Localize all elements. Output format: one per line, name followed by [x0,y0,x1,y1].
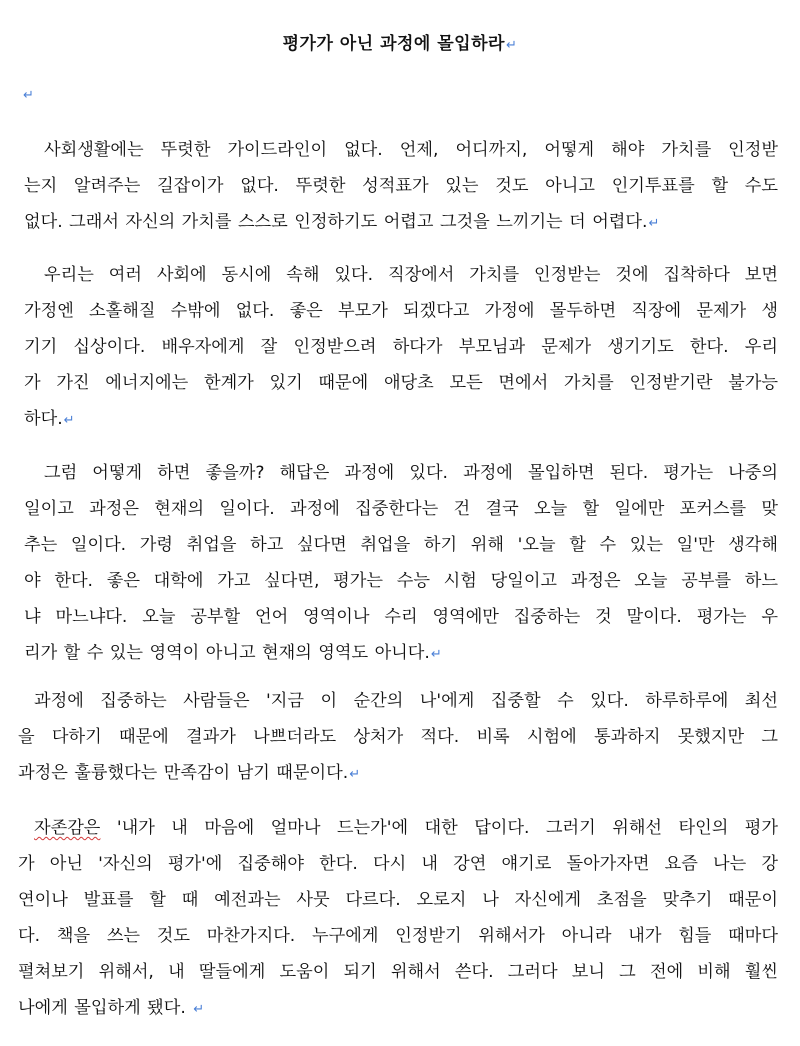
text-line: 추는 일이다. 가령 취업을 하고 싶다면 취업을 하기 위해 '오늘 할 수 있는 일'만 생각해 [24,535,778,555]
empty-paragraph [22,84,34,106]
paragraph-mark-icon: ↵ [349,767,361,782]
paragraph-mark-icon: ↵ [23,88,34,103]
line-text: 나에게 몰입하게 됐다. [18,998,193,1018]
line-text: 없다. 그래서 자신의 가치를 스스로 인정하기도 어렵고 그것을 느끼기는 더 어렵다. [24,212,648,232]
text-line: 는지 알려주는 길잡이가 없다. 뚜렷한 성적표가 있는 것도 아니고 인기투표를 할 수도 [24,176,778,196]
text-line: 우리는 여러 사회에 동시에 속해 있다. 직장에서 가치를 인정받는 것에 집착하다 보면 [44,265,778,285]
text-line: 그럼 어떻게 하면 좋을까? 해답은 과정에 있다. 과정에 몰입하면 된다. 평가는 나중의 [44,463,778,483]
text-line: 과정에 집중하는 사람들은 '지금 이 순간의 나'에게 집중할 수 있다. 하루하루에 최선 [34,691,778,711]
paragraph-4 [18,683,778,791]
text-line: 가 아닌 '자신의 평가'에 집중해야 한다. 다시 내 강연 얘기로 돌아가자면 요즘 나는 강 [18,854,778,874]
paragraph-mark-icon: ↵ [63,413,75,428]
document-title [0,30,800,60]
paragraph-mark-icon: ↵ [648,216,660,231]
text-line: 을 다하기 때문에 결과가 나쁘더라도 상처가 적다. 비록 시험에 통과하지 못했지만 그 [18,727,778,747]
line-text: 과정은 훌륭했다는 만족감이 남기 때문이다. [18,763,349,783]
text-line [18,810,778,846]
text-line: 연이나 발표를 할 때 예전과는 사뭇 다르다. 오로지 나 자신에게 초점을 맞추기 때문이 [18,890,778,910]
text-line [18,990,778,1026]
line-text: 하다. [24,409,63,429]
text-line: 가 가진 에너지에는 한계가 있기 때문에 애당초 모든 면에서 가치를 인정받기란 불가능 [24,373,778,393]
text-line: 기기 십상이다. 배우자에게 잘 인정받으려 하다가 부모님과 문제가 생기기도 한다. 우리 [24,337,778,357]
text-line: 펼쳐보기 위해서, 내 딸들에게 도움이 되기 위해서 쓴다. 그러다 보니 그 전에 비해 훨씬 [18,962,778,982]
text-line [24,635,778,671]
paragraph-1 [24,132,778,240]
text-line [24,401,778,437]
text-line: 냐 마느냐다. 오늘 공부할 언어 영역이나 수리 영역에만 집중하는 것 말이다. 평가는 우 [24,607,778,627]
text-line: 야 한다. 좋은 대학에 가고 싶다면, 평가는 수능 시험 당일이고 과정은 오늘 공부를 하느 [24,571,778,591]
text-line [18,755,778,791]
paragraph-mark-icon: ↵ [505,38,518,53]
spellcheck-word[interactable]: 자존감은 [34,818,101,838]
paragraph-mark-icon: ↵ [193,1002,205,1017]
text-line: 다. 책을 쓰는 것도 마찬가지다. 누구에게 인정받기 위해서가 아니라 내가 힘들 때마다 [18,926,778,946]
line-text: 리가 할 수 있는 영역이 아니고 현재의 영역도 아니다. [24,643,430,663]
line-text: '내가 내 마음에 얼마나 드는가'에 대한 답이다. 그러기 위해선 타인의 평가 [100,818,778,838]
text-line: 사회생활에는 뚜렷한 가이드라인이 없다. 언제, 어디까지, 어떻게 해야 가치를 인정받 [44,140,778,160]
paragraph-mark-icon: ↵ [430,647,442,662]
text-line [24,204,778,240]
text-line: 가정엔 소홀해질 수밖에 없다. 좋은 부모가 되겠다고 가정에 몰두하면 직장에 문제가 생 [24,301,778,321]
paragraph-2 [24,257,778,437]
paragraph-5 [18,810,778,1026]
text-line: 일이고 과정은 현재의 일이다. 과정에 집중한다는 건 결국 오늘 할 일에만 포커스를 맞 [24,499,778,519]
title-text: 평가가 아닌 과정에 몰입하라 [282,34,505,54]
paragraph-3 [24,455,778,671]
